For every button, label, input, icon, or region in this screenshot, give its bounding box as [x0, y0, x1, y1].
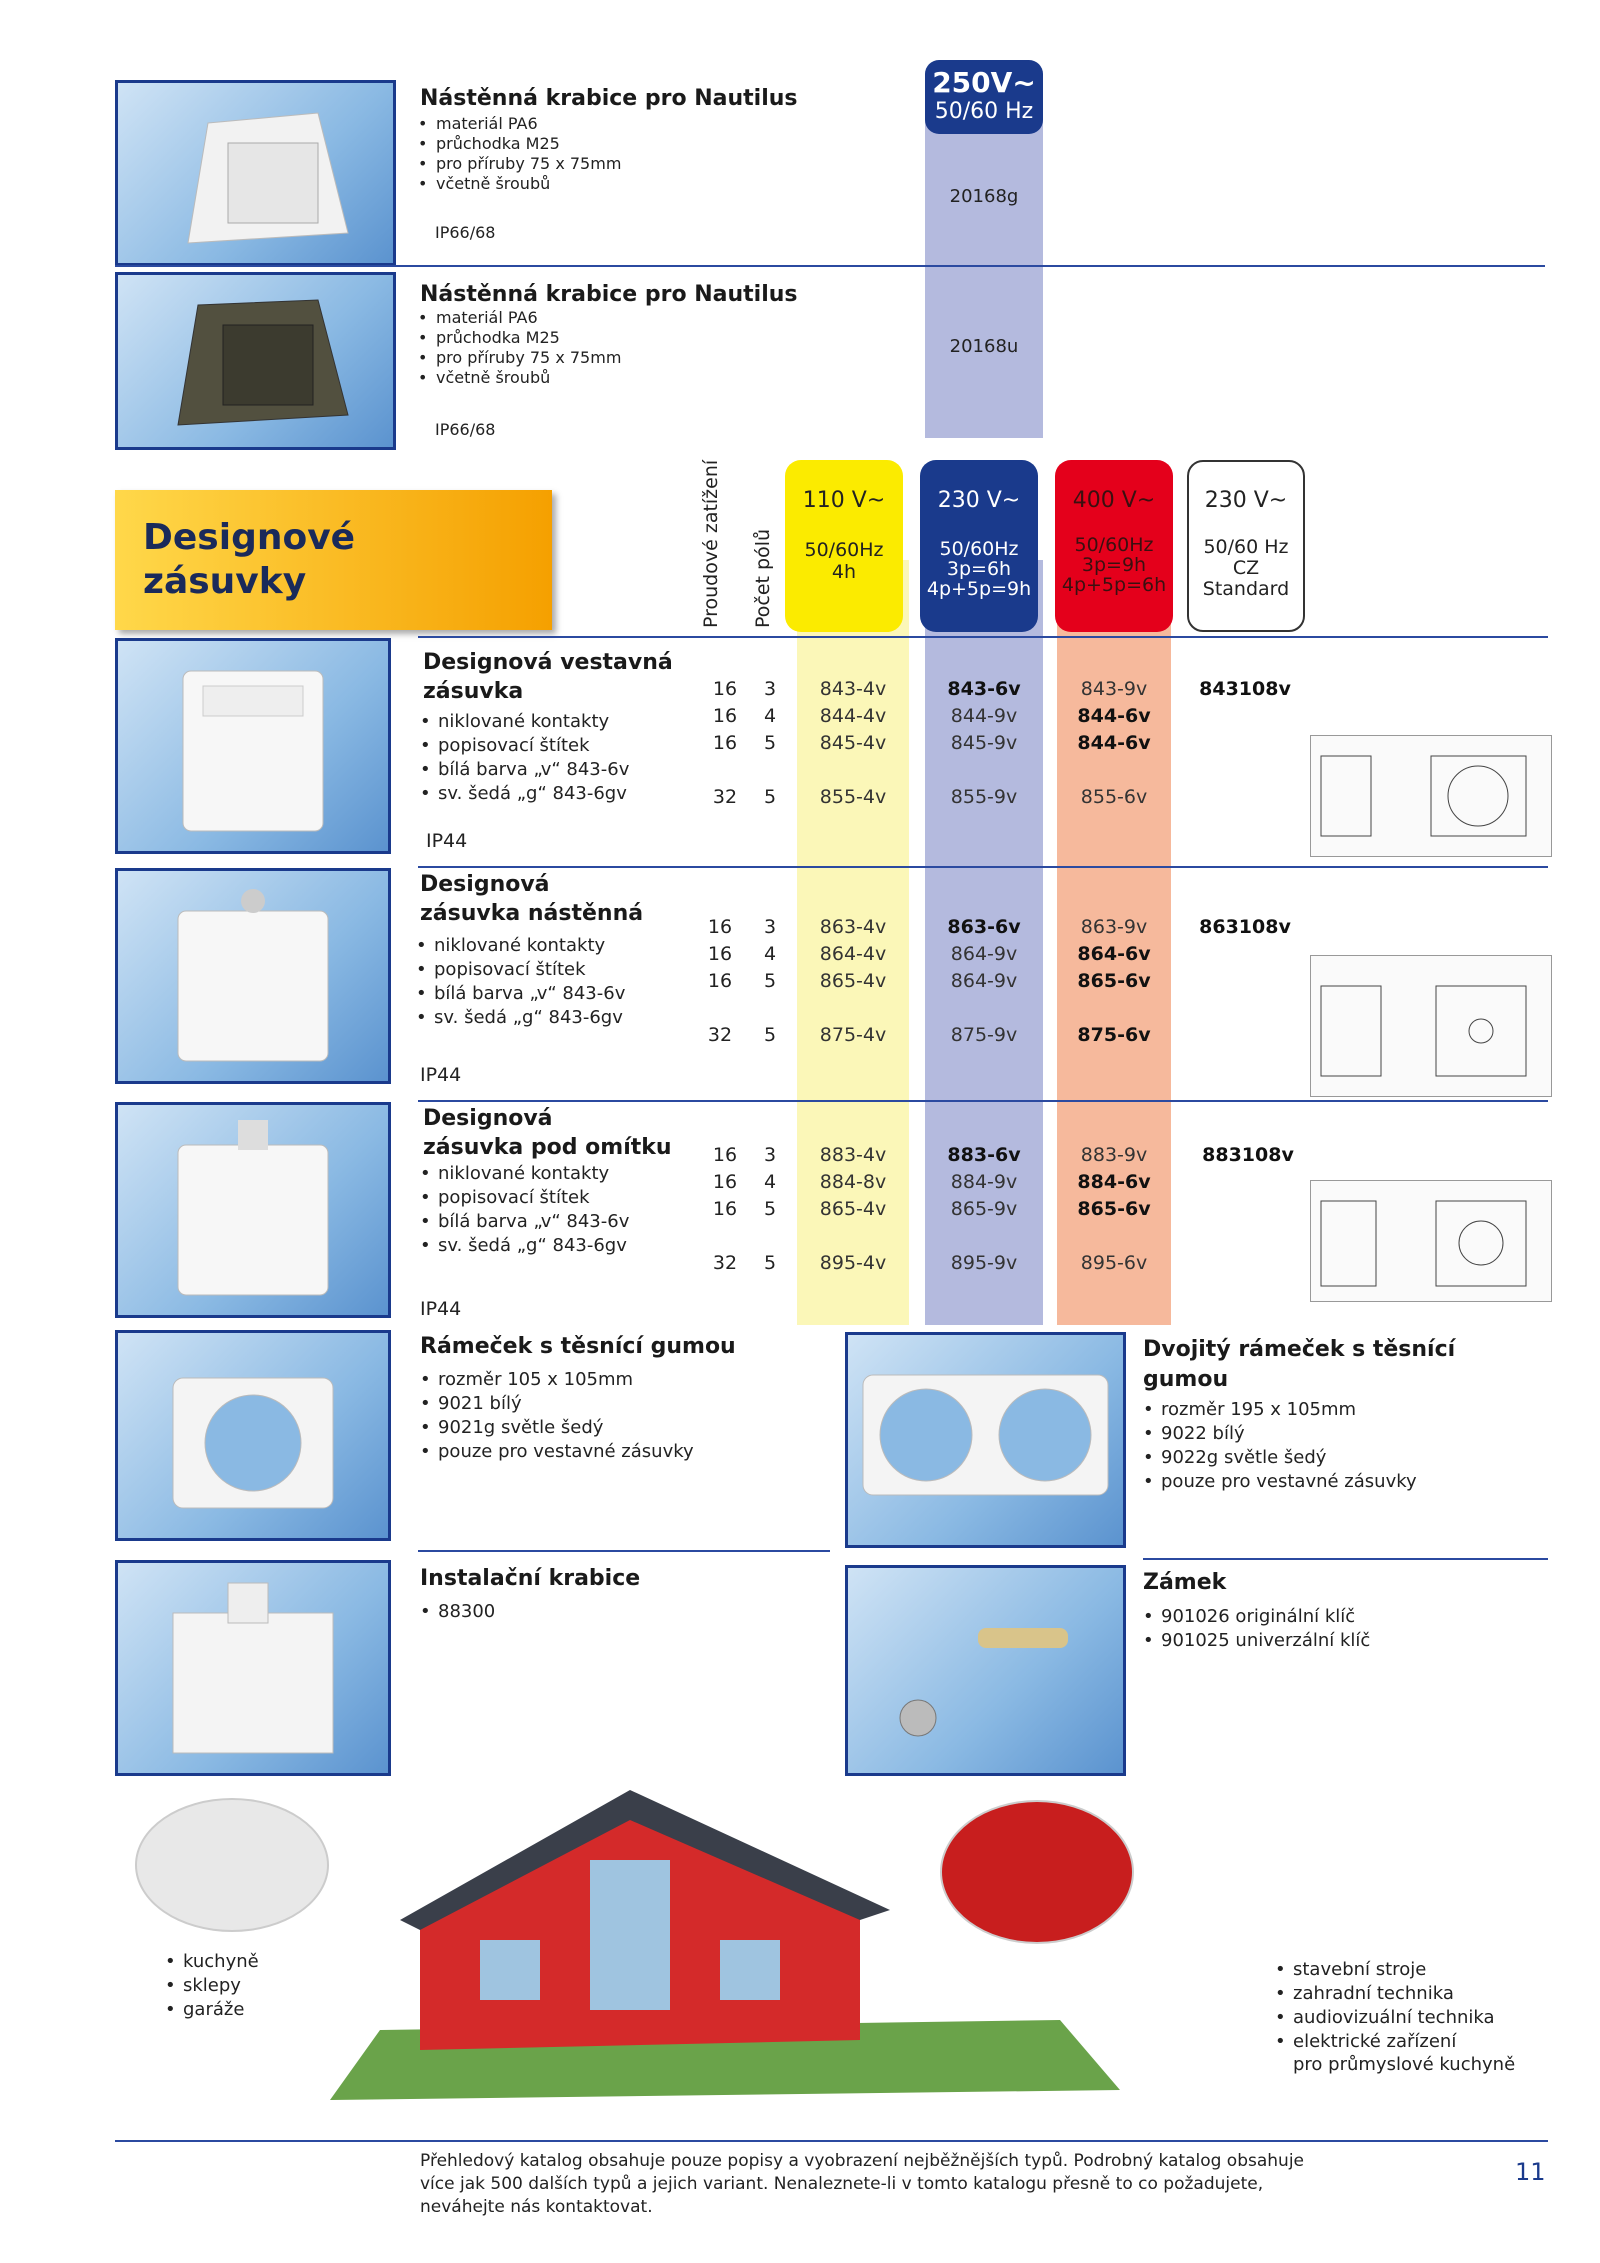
header-230v: 230 V~ 50/60Hz 3p=6h 4p+5p=9h [920, 460, 1038, 632]
code-110: 865-4v [819, 1198, 887, 1220]
product-photo-socket-wall [115, 868, 391, 1084]
code-110: 865-4v [819, 970, 887, 992]
product-photo-socket-built-in [115, 638, 391, 854]
double-frame-bullets: • rozměr 195 x 105mm • 9022 bílý • 9022g světle šedý • pouze pro vestavné zásuvky [1143, 1398, 1417, 1494]
code-230: 875-9v [950, 1024, 1018, 1046]
ip-rating: IP66/68 [435, 223, 496, 242]
code-400: 855-6v [1080, 786, 1148, 808]
amp: 16 [707, 970, 733, 992]
ip-rating: IP66/68 [435, 420, 496, 439]
footer-note: Přehledový katalog obsahuje pouze popisy a vyobrazení nejběžnějších typů. Podrobný katalog obsahuje více jak 500 dalších typů a jejich variant. Nenaleznete-li v tomto katalogu přesně to co požadujete, neváhejte nás kontaktovat. [420, 2151, 1305, 2217]
code-110: 844-4v [819, 705, 887, 727]
product-photo-box-grey [115, 272, 396, 450]
poles: 3 [763, 916, 777, 938]
divider [418, 1100, 1548, 1102]
amp: 16 [712, 1198, 738, 1220]
product-title: Designová zásuvka pod omítku [423, 1106, 672, 1160]
amp: 16 [712, 1144, 738, 1166]
poles: 5 [763, 786, 777, 808]
code-110: 863-4v [819, 916, 887, 938]
ip-rating: IP44 [426, 830, 468, 852]
header-110v: 110 V~ 50/60Hz 4h [785, 460, 903, 632]
ip-rating: IP44 [420, 1064, 462, 1086]
photo-double-frame [845, 1332, 1126, 1548]
code-110: 864-4v [819, 943, 887, 965]
code-400: 883-9v [1080, 1144, 1148, 1166]
poles: 5 [763, 1024, 777, 1046]
usage-left-list: • kuchyně • sklepy • garáže [165, 1950, 259, 2022]
amp: 32 [712, 786, 738, 808]
product-photo-socket-flush [115, 1102, 391, 1318]
code-230: 864-9v [950, 970, 1018, 992]
code-230: 895-9v [950, 1252, 1018, 1274]
product-title: Designová zásuvka nástěnná [420, 872, 644, 926]
divider [418, 636, 1548, 638]
header-cz: 230 V~ 50/60 Hz CZ Standard [1187, 460, 1305, 632]
poles: 4 [763, 943, 777, 965]
product-photo-box-white [115, 80, 396, 266]
product-title: Designová vestavná zásuvka [423, 650, 673, 704]
item-title: Nástěnná krabice pro Nautilus [420, 282, 798, 307]
code-cz: 883108v [1202, 1144, 1294, 1166]
code-230: 845-9v [950, 732, 1018, 754]
poles: 5 [763, 1198, 777, 1220]
section-title: Designové zásuvky [143, 517, 356, 602]
section-banner [115, 490, 552, 630]
voltage-column [925, 120, 1043, 438]
code-230: 843-6v [947, 678, 1021, 700]
poles: 4 [763, 705, 777, 727]
frame-bullets: • rozměr 105 x 105mm • 9021 bílý • 9021g světle šedý • pouze pro vestavné zásuvky [420, 1368, 694, 1464]
box-title: Instalační krabice [420, 1566, 641, 1591]
lock-title: Zámek [1143, 1570, 1227, 1595]
amp: 16 [712, 732, 738, 754]
product-bullets: • niklované kontakty • popisovací štítek • bílá barva „v“ 843-6v • sv. šedá „g“ 843-6gv [420, 1162, 629, 1258]
product-bullets: • niklované kontakty • popisovací štítek • bílá barva „v“ 843-6v • sv. šedá „g“ 843-6gv [420, 710, 629, 806]
code-110: 883-4v [819, 1144, 887, 1166]
amp: 32 [712, 1252, 738, 1274]
ip-rating: IP44 [420, 1298, 462, 1320]
amp: 16 [712, 1171, 738, 1193]
poles: 3 [763, 678, 777, 700]
inset-photo-outdoor [940, 1800, 1134, 1944]
code-230: 884-9v [950, 1171, 1018, 1193]
code-230: 863-6v [947, 916, 1021, 938]
poles: 5 [763, 732, 777, 754]
code-110: 875-4v [819, 1024, 887, 1046]
code-400: 865-6v [1077, 1198, 1151, 1220]
code-230: 844-9v [950, 705, 1018, 727]
amp: 16 [712, 705, 738, 727]
code-400: 895-6v [1080, 1252, 1148, 1274]
code-400: 864-6v [1077, 943, 1151, 965]
box-bullets: • 88300 [420, 1600, 495, 1624]
lock-bullets: • 901026 originální klíč • 901025 univerzální klíč [1143, 1605, 1370, 1653]
code-20168g: 20168g [949, 186, 1019, 207]
photo-install-box [115, 1560, 391, 1776]
item-bullets: • materiál PA6 • průchodka M25 • pro příruby 75 x 75mm • včetně šroubů [418, 308, 621, 388]
code-110: 845-4v [819, 732, 887, 754]
double-frame-title: Dvojitý rámeček s těsnící gumou [1143, 1337, 1456, 1392]
product-bullets: • niklované kontakty • popisovací štítek • bílá barva „v“ 843-6v • sv. šedá „g“ 843-6gv [416, 934, 625, 1030]
divider [418, 866, 1548, 868]
amp: 16 [707, 943, 733, 965]
header-current: Proudové zatížení [700, 459, 722, 628]
code-110: 895-4v [819, 1252, 887, 1274]
technical-drawing [1310, 1180, 1552, 1302]
poles: 5 [763, 1252, 777, 1274]
code-400: 865-6v [1077, 970, 1151, 992]
photo-lock [845, 1565, 1126, 1776]
item-title: Nástěnná krabice pro Nautilus [420, 86, 798, 111]
code-230: 855-9v [950, 786, 1018, 808]
code-400: 884-6v [1077, 1171, 1151, 1193]
header-400v: 400 V~ 50/60Hz 3p=9h 4p+5p=6h [1055, 460, 1173, 632]
page-number: 11 [1515, 2158, 1546, 2186]
poles: 4 [763, 1171, 777, 1193]
code-cz: 843108v [1199, 678, 1291, 700]
divider [418, 1550, 830, 1552]
poles: 5 [763, 970, 777, 992]
divider [115, 265, 1545, 267]
code-400: 863-9v [1080, 916, 1148, 938]
code-400: 844-6v [1077, 732, 1151, 754]
item-bullets: • materiál PA6 • průchodka M25 • pro příruby 75 x 75mm • včetně šroubů [418, 114, 621, 194]
code-110: 843-4v [819, 678, 887, 700]
usage-right-continuation: pro průmyslové kuchyně [1293, 2054, 1516, 2075]
divider [1143, 1558, 1548, 1560]
footer-divider [115, 2140, 1548, 2142]
voltage-badge: 250V~ 50/60 Hz [925, 60, 1043, 134]
code-cz: 863108v [1199, 916, 1291, 938]
code-400: 843-9v [1080, 678, 1148, 700]
amp: 16 [707, 916, 733, 938]
code-230: 865-9v [950, 1198, 1018, 1220]
poles: 3 [763, 1144, 777, 1166]
header-poles: Počet pólů [752, 528, 774, 628]
technical-drawing [1310, 955, 1552, 1097]
code-230: 883-6v [947, 1144, 1021, 1166]
code-230: 864-9v [950, 943, 1018, 965]
code-110: 884-8v [819, 1171, 887, 1193]
inset-photo-socket [135, 1798, 329, 1932]
photo-frame [115, 1330, 391, 1541]
code-400: 875-6v [1077, 1024, 1151, 1046]
technical-drawing [1310, 735, 1552, 857]
amp: 32 [707, 1024, 733, 1046]
usage-right-list: • stavební stroje • zahradní technika • audiovizuální technika • elektrické zařízení [1275, 1958, 1495, 2054]
code-400: 844-6v [1077, 705, 1151, 727]
amp: 16 [712, 678, 738, 700]
code-110: 855-4v [819, 786, 887, 808]
code-20168u: 20168u [949, 336, 1019, 357]
frame-title: Rámeček s těsnící gumou [420, 1334, 736, 1359]
